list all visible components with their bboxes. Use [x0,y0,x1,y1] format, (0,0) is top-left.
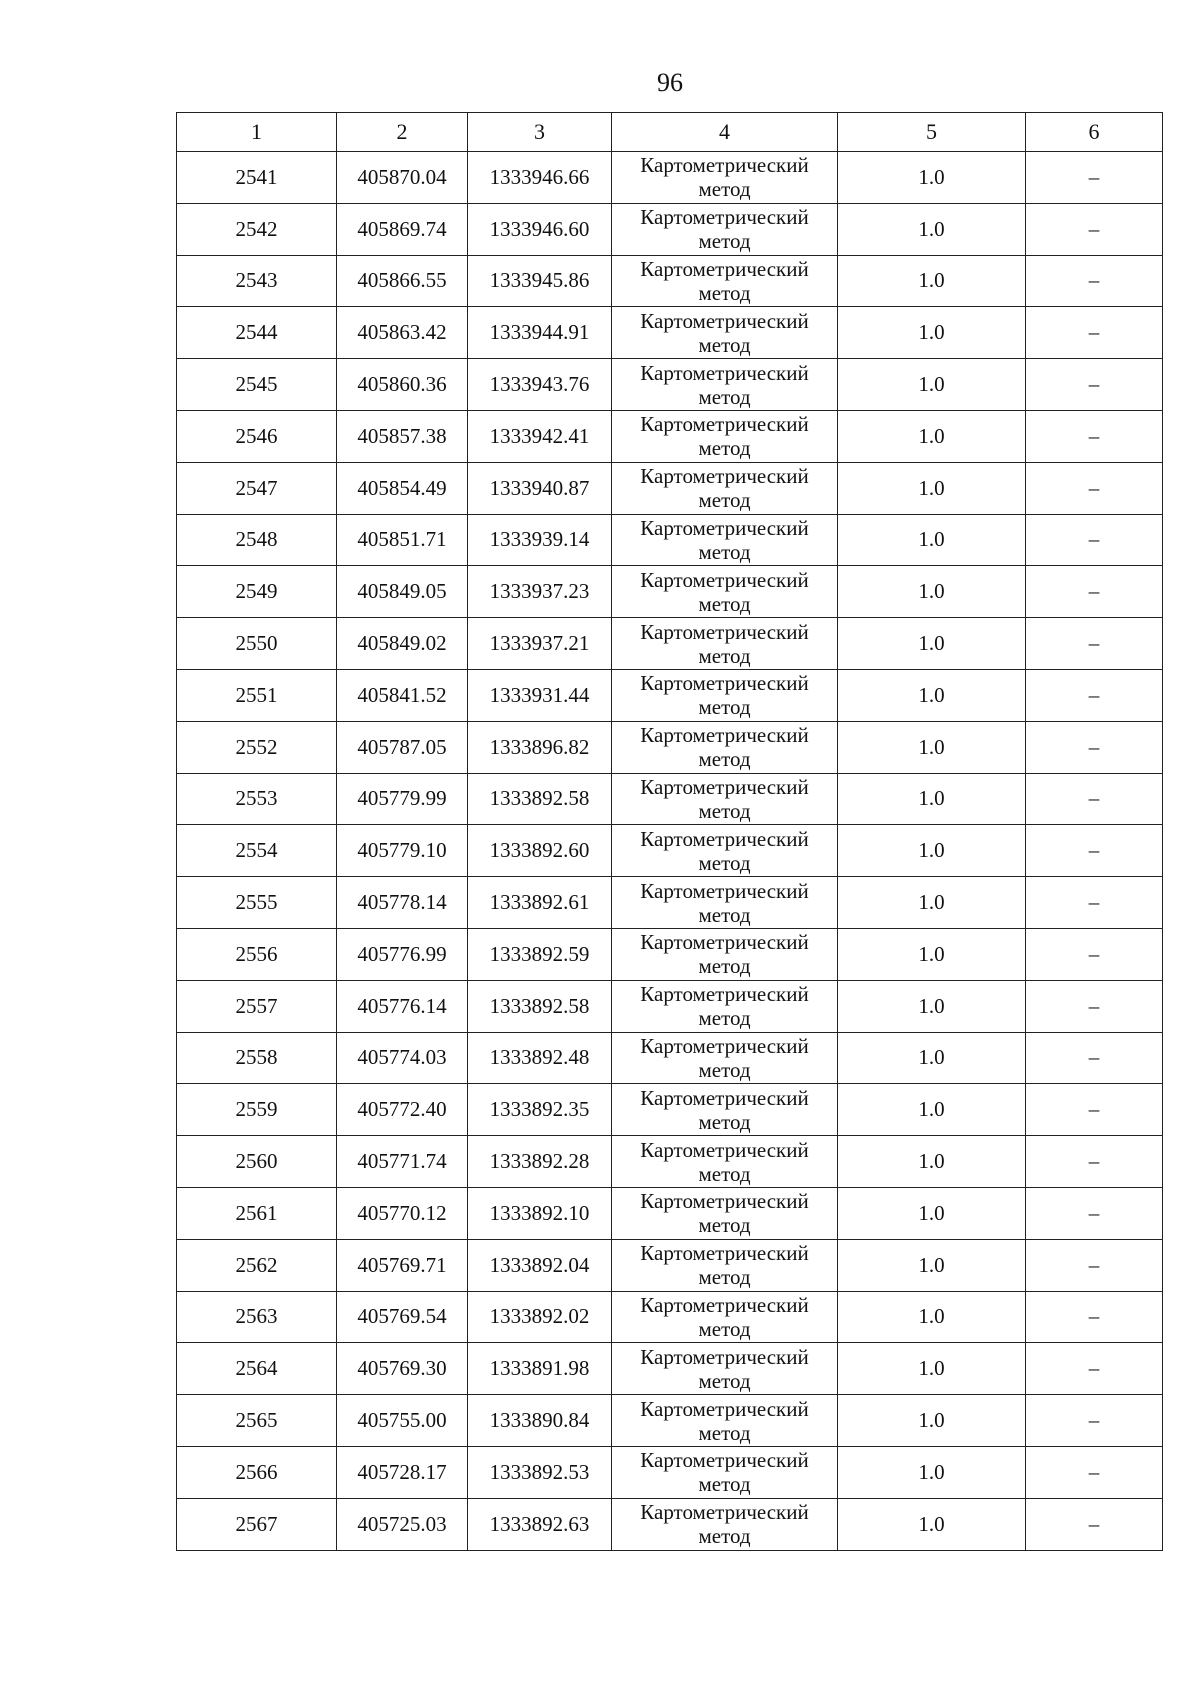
method-line-1: Картометрический [640,256,809,281]
method-line-2: метод [698,695,751,720]
note-cell: – [1026,773,1163,825]
method-line-1: Картометрический [640,1292,809,1317]
point-number-cell: 2565 [177,1395,337,1447]
coord-y-cell: 1333939.14 [468,514,612,566]
coord-x-cell: 405771.74 [337,1136,468,1188]
method-line-2: метод [698,954,751,979]
point-number-cell: 2558 [177,1032,337,1084]
method-cell [612,721,838,773]
table-row [177,1395,1163,1447]
accuracy-cell: 1.0 [838,255,1026,307]
coord-y-cell: 1333945.86 [468,255,612,307]
accuracy-cell: 1.0 [838,1032,1026,1084]
method-line-1: Картометрический [640,930,809,955]
method-cell [612,462,838,514]
coord-x-cell: 405774.03 [337,1032,468,1084]
method-line-1: Картометрический [640,360,809,385]
coord-y-cell: 1333892.28 [468,1136,612,1188]
method-line-2: метод [698,1472,751,1497]
accuracy-cell: 1.0 [838,1239,1026,1291]
method-line-1: Картометрический [640,1500,809,1525]
method-line-1: Картометрический [640,1189,809,1214]
method-line-2: метод [698,1109,751,1134]
method-line-2: метод [698,280,751,305]
method-cell [612,255,838,307]
method-line-1: Картометрический [640,1396,809,1421]
note-cell: – [1026,255,1163,307]
method-cell [612,1187,838,1239]
coord-x-cell: 405863.42 [337,307,468,359]
point-number-cell: 2560 [177,1136,337,1188]
coord-y-cell: 1333891.98 [468,1343,612,1395]
table-row [177,307,1163,359]
method-line-2: метод [698,902,751,927]
accuracy-cell: 1.0 [838,1084,1026,1136]
accuracy-cell: 1.0 [838,1343,1026,1395]
note-cell: – [1026,1187,1163,1239]
method-cell [612,773,838,825]
page-number: 96 [657,68,683,97]
method-line-2: метод [698,850,751,875]
coord-y-cell: 1333890.84 [468,1395,612,1447]
method-line-2: метод [698,1213,751,1238]
point-number-cell: 2544 [177,307,337,359]
point-number-cell: 2564 [177,1343,337,1395]
accuracy-cell: 1.0 [838,1187,1026,1239]
coord-y-cell: 1333892.48 [468,1032,612,1084]
point-number-cell: 2546 [177,410,337,462]
method-line-2: метод [698,643,751,668]
coord-x-cell: 405725.03 [337,1498,468,1550]
method-line-2: метод [698,177,751,202]
note-cell: – [1026,152,1163,204]
note-cell: – [1026,980,1163,1032]
method-line-1: Картометрический [640,1033,809,1058]
method-line-1: Картометрический [640,826,809,851]
method-line-1: Картометрический [640,1137,809,1162]
coord-x-cell: 405849.05 [337,566,468,618]
method-line-1: Картометрический [640,671,809,696]
coord-y-cell: 1333892.04 [468,1239,612,1291]
accuracy-cell: 1.0 [838,773,1026,825]
table-row [177,1291,1163,1343]
table-row [177,359,1163,411]
accuracy-cell: 1.0 [838,152,1026,204]
method-line-1: Картометрический [640,1085,809,1110]
method-line-1: Картометрический [640,723,809,748]
method-cell [612,928,838,980]
method-line-2: метод [698,332,751,357]
method-cell [612,877,838,929]
note-cell: – [1026,669,1163,721]
table-row [177,1084,1163,1136]
table-row [177,928,1163,980]
coord-y-cell: 1333892.61 [468,877,612,929]
method-line-2: метод [698,384,751,409]
coord-y-cell: 1333892.53 [468,1446,612,1498]
method-cell [612,1084,838,1136]
table-row [177,721,1163,773]
note-cell: – [1026,825,1163,877]
accuracy-cell: 1.0 [838,721,1026,773]
accuracy-cell: 1.0 [838,410,1026,462]
table-row [177,566,1163,618]
point-number-cell: 2555 [177,877,337,929]
method-line-1: Картометрический [640,464,809,489]
method-line-2: метод [698,1368,751,1393]
coord-x-cell: 405728.17 [337,1446,468,1498]
method-cell [612,566,838,618]
note-cell: – [1026,1395,1163,1447]
table-row [177,203,1163,255]
note-cell: – [1026,203,1163,255]
point-number-cell: 2541 [177,152,337,204]
table-row [177,825,1163,877]
method-cell [612,1136,838,1188]
note-cell: – [1026,1032,1163,1084]
coord-x-cell: 405860.36 [337,359,468,411]
coord-x-cell: 405854.49 [337,462,468,514]
column-header-6: 6 [1026,113,1163,152]
coord-x-cell: 405778.14 [337,877,468,929]
method-line-2: метод [698,1316,751,1341]
accuracy-cell: 1.0 [838,359,1026,411]
coord-y-cell: 1333892.58 [468,773,612,825]
method-line-1: Картометрический [640,982,809,1007]
accuracy-cell: 1.0 [838,825,1026,877]
table-row [177,1446,1163,1498]
accuracy-cell: 1.0 [838,1498,1026,1550]
method-cell [612,1291,838,1343]
note-cell: – [1026,1343,1163,1395]
method-cell [612,410,838,462]
coord-y-cell: 1333946.60 [468,203,612,255]
point-number-cell: 2567 [177,1498,337,1550]
note-cell: – [1026,721,1163,773]
accuracy-cell: 1.0 [838,928,1026,980]
coord-y-cell: 1333892.60 [468,825,612,877]
method-line-2: метод [698,591,751,616]
method-cell [612,1343,838,1395]
method-line-2: метод [698,1265,751,1290]
method-cell [612,359,838,411]
header-row [177,113,1163,152]
method-line-2: метод [698,436,751,461]
coord-x-cell: 405769.71 [337,1239,468,1291]
table-row [177,1498,1163,1550]
method-line-1: Картометрический [640,1241,809,1266]
method-line-2: метод [698,1161,751,1186]
note-cell: – [1026,566,1163,618]
method-line-1: Картометрический [640,878,809,903]
point-number-cell: 2561 [177,1187,337,1239]
point-number-cell: 2552 [177,721,337,773]
column-header-1: 1 [177,113,337,152]
accuracy-cell: 1.0 [838,1291,1026,1343]
coord-x-cell: 405776.99 [337,928,468,980]
coord-x-cell: 405772.40 [337,1084,468,1136]
table-row [177,1187,1163,1239]
accuracy-cell: 1.0 [838,980,1026,1032]
note-cell: – [1026,1136,1163,1188]
table-row [177,1239,1163,1291]
point-number-cell: 2543 [177,255,337,307]
method-line-2: метод [698,798,751,823]
coord-x-cell: 405851.71 [337,514,468,566]
method-line-2: метод [698,1057,751,1082]
method-line-1: Картометрический [640,205,809,230]
accuracy-cell: 1.0 [838,307,1026,359]
coord-x-cell: 405776.14 [337,980,468,1032]
coord-x-cell: 405857.38 [337,410,468,462]
table-row [177,410,1163,462]
method-cell [612,980,838,1032]
column-header-4: 4 [612,113,838,152]
point-number-cell: 2545 [177,359,337,411]
method-line-2: метод [698,488,751,513]
method-cell [612,825,838,877]
method-line-1: Картометрический [640,1344,809,1369]
point-number-cell: 2559 [177,1084,337,1136]
coord-x-cell: 405849.02 [337,618,468,670]
table-row [177,877,1163,929]
coord-y-cell: 1333896.82 [468,721,612,773]
note-cell: – [1026,410,1163,462]
accuracy-cell: 1.0 [838,462,1026,514]
method-cell [612,203,838,255]
note-cell: – [1026,359,1163,411]
table-header [177,113,1163,152]
coord-x-cell: 405769.54 [337,1291,468,1343]
method-cell [612,1498,838,1550]
accuracy-cell: 1.0 [838,1395,1026,1447]
coord-y-cell: 1333946.66 [468,152,612,204]
point-number-cell: 2554 [177,825,337,877]
method-cell [612,618,838,670]
accuracy-cell: 1.0 [838,203,1026,255]
point-number-cell: 2542 [177,203,337,255]
coord-y-cell: 1333943.76 [468,359,612,411]
coord-x-cell: 405841.52 [337,669,468,721]
coord-x-cell: 405787.05 [337,721,468,773]
method-cell [612,1395,838,1447]
note-cell: – [1026,462,1163,514]
accuracy-cell: 1.0 [838,1136,1026,1188]
point-number-cell: 2553 [177,773,337,825]
method-line-2: метод [698,229,751,254]
column-header-2: 2 [337,113,468,152]
note-cell: – [1026,307,1163,359]
table-row [177,669,1163,721]
method-line-1: Картометрический [640,308,809,333]
method-cell [612,669,838,721]
coord-y-cell: 1333892.59 [468,928,612,980]
point-number-cell: 2563 [177,1291,337,1343]
table-body [177,152,1163,1551]
point-number-cell: 2566 [177,1446,337,1498]
point-number-cell: 2556 [177,928,337,980]
coord-y-cell: 1333931.44 [468,669,612,721]
method-line-2: метод [698,747,751,772]
coord-x-cell: 405779.99 [337,773,468,825]
method-line-2: метод [698,1420,751,1445]
accuracy-cell: 1.0 [838,1446,1026,1498]
point-number-cell: 2547 [177,462,337,514]
table-row [177,152,1163,204]
coord-x-cell: 405769.30 [337,1343,468,1395]
point-number-cell: 2551 [177,669,337,721]
accuracy-cell: 1.0 [838,669,1026,721]
method-line-1: Картометрический [640,567,809,592]
table-row [177,1136,1163,1188]
method-line-1: Картометрический [640,515,809,540]
table-row [177,618,1163,670]
coord-x-cell: 405779.10 [337,825,468,877]
method-cell [612,1239,838,1291]
note-cell: – [1026,618,1163,670]
coord-y-cell: 1333892.10 [468,1187,612,1239]
accuracy-cell: 1.0 [838,877,1026,929]
method-cell [612,1446,838,1498]
note-cell: – [1026,1239,1163,1291]
coord-y-cell: 1333944.91 [468,307,612,359]
method-line-1: Картометрический [640,1448,809,1473]
coord-y-cell: 1333892.63 [468,1498,612,1550]
coord-x-cell: 405755.00 [337,1395,468,1447]
column-header-3: 3 [468,113,612,152]
coord-x-cell: 405866.55 [337,255,468,307]
coord-y-cell: 1333892.35 [468,1084,612,1136]
table-row [177,773,1163,825]
method-line-2: метод [698,539,751,564]
method-line-1: Картометрический [640,412,809,437]
table-row [177,514,1163,566]
method-line-1: Картометрический [640,153,809,178]
accuracy-cell: 1.0 [838,618,1026,670]
coord-x-cell: 405870.04 [337,152,468,204]
coord-x-cell: 405869.74 [337,203,468,255]
coord-y-cell: 1333892.02 [468,1291,612,1343]
note-cell: – [1026,1084,1163,1136]
method-line-2: метод [698,1524,751,1549]
point-number-cell: 2548 [177,514,337,566]
method-cell [612,1032,838,1084]
point-number-cell: 2557 [177,980,337,1032]
coord-y-cell: 1333937.23 [468,566,612,618]
note-cell: – [1026,928,1163,980]
note-cell: – [1026,514,1163,566]
table-row [177,255,1163,307]
point-number-cell: 2550 [177,618,337,670]
table-row [177,980,1163,1032]
note-cell: – [1026,877,1163,929]
method-cell [612,307,838,359]
method-line-2: метод [698,1006,751,1031]
coordinates-table [176,112,1163,1551]
coord-y-cell: 1333942.41 [468,410,612,462]
note-cell: – [1026,1498,1163,1550]
point-number-cell: 2562 [177,1239,337,1291]
accuracy-cell: 1.0 [838,566,1026,618]
table-row [177,462,1163,514]
coord-y-cell: 1333940.87 [468,462,612,514]
point-number-cell: 2549 [177,566,337,618]
method-line-1: Картометрический [640,774,809,799]
table-row [177,1343,1163,1395]
note-cell: – [1026,1291,1163,1343]
accuracy-cell: 1.0 [838,514,1026,566]
method-cell [612,152,838,204]
table-row [177,1032,1163,1084]
column-header-5: 5 [838,113,1026,152]
note-cell: – [1026,1446,1163,1498]
coord-x-cell: 405770.12 [337,1187,468,1239]
method-line-1: Картометрический [640,619,809,644]
method-cell [612,514,838,566]
coord-y-cell: 1333892.58 [468,980,612,1032]
coord-y-cell: 1333937.21 [468,618,612,670]
